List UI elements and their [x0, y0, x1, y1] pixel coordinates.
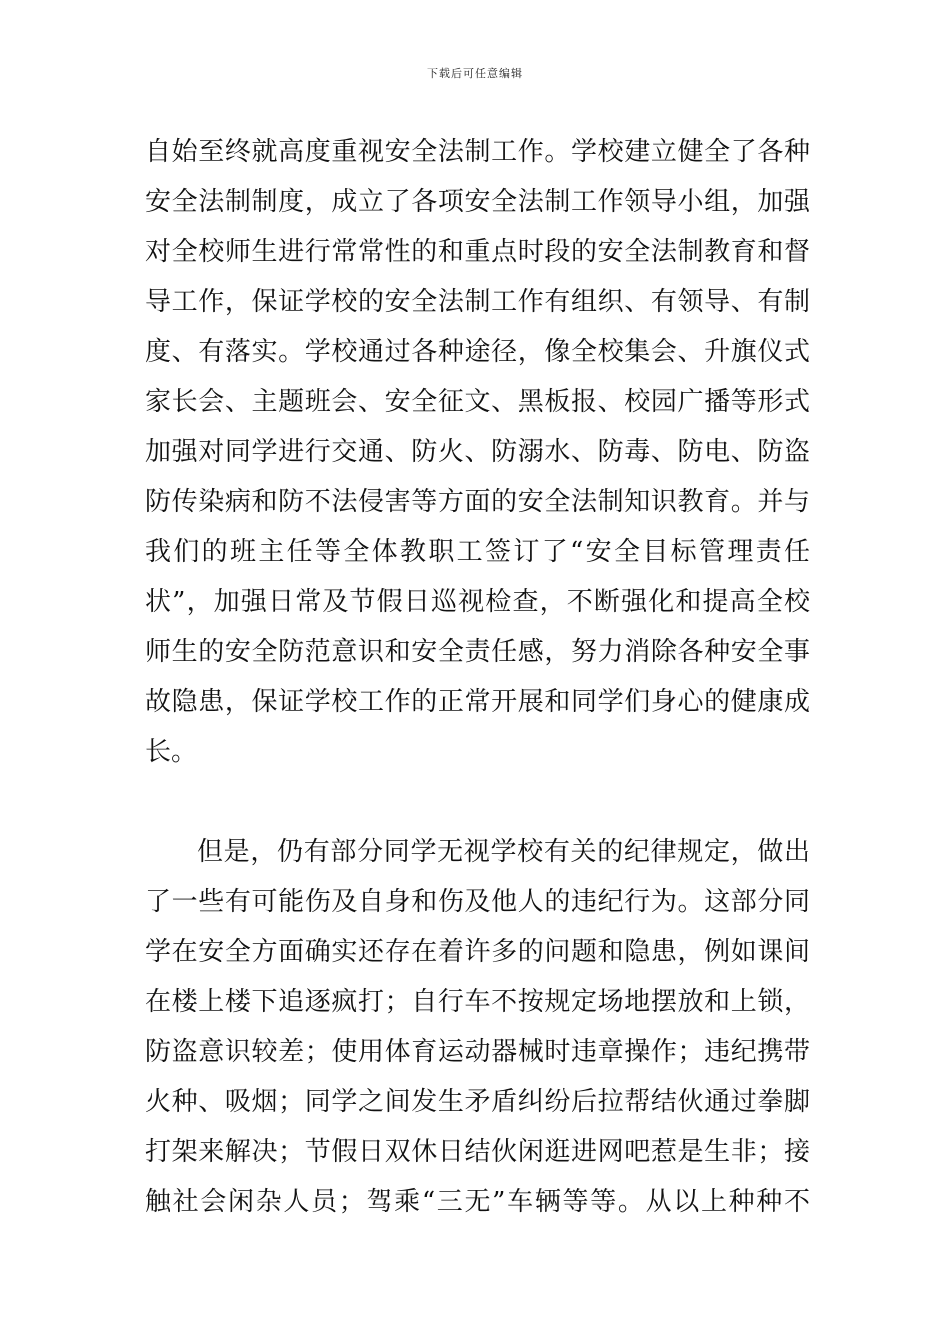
paragraph-line: 家长会、主题班会、安全征文、黑板报、校园广播等形式: [145, 387, 810, 417]
document-body: [145, 127, 810, 1227]
paragraph-line: 防盗意识较差；使用体育运动器械时违章操作；违纪携带: [145, 1037, 810, 1067]
paragraph-line: 但是，仍有部分同学无视学校有关的纪律规定，做出: [197, 837, 810, 867]
paragraph-line: 故隐患，保证学校工作的正常开展和同学们身心的健康成: [145, 687, 810, 717]
paragraph-line: 自始至终就高度重视安全法制工作。学校建立健全了各种: [145, 137, 810, 167]
paragraph-spacer: [145, 777, 810, 827]
paragraph-line: 导工作，保证学校的安全法制工作有组织、有领导、有制: [145, 287, 810, 317]
paragraph-line: 度、有落实。学校通过各种途径，像全校集会、升旗仪式: [145, 337, 810, 367]
page-header: 下载后可任意编辑: [427, 67, 523, 80]
paragraph-line: 状”，加强日常及节假日巡视检查，不断强化和提高全校: [145, 587, 810, 617]
paragraph-line: 在楼上楼下追逐疯打；自行车不按规定场地摆放和上锁，: [145, 987, 810, 1017]
paragraph-line: 触社会闲杂人员；驾乘“三无”车辆等等。从以上种种不: [145, 1187, 810, 1217]
paragraph-line: 我们的班主任等全体教职工签订了“安全目标管理责任: [145, 537, 810, 567]
paragraph-line: 对全校师生进行常常性的和重点时段的安全法制教育和督: [145, 237, 810, 267]
paragraph-2: [145, 827, 810, 1227]
paragraph-1: [145, 127, 810, 777]
paragraph-line: 安全法制制度，成立了各项安全法制工作领导小组，加强: [145, 187, 810, 217]
paragraph-line: 长。: [145, 737, 198, 767]
paragraph-line: 加强对同学进行交通、防火、防溺水、防毒、防电、防盗: [145, 437, 810, 467]
paragraph-line: 了一些有可能伤及自身和伤及他人的违纪行为。这部分同: [145, 887, 810, 917]
paragraph-line: 学在安全方面确实还存在着许多的问题和隐患，例如课间: [145, 937, 810, 967]
paragraph-line: 师生的安全防范意识和安全责任感，努力消除各种安全事: [145, 637, 810, 667]
paragraph-line: 打架来解决；节假日双休日结伙闲逛进网吧惹是生非；接: [145, 1137, 810, 1167]
paragraph-line: 火种、吸烟；同学之间发生矛盾纠纷后拉帮结伙通过拳脚: [145, 1087, 810, 1117]
paragraph-line: 防传染病和防不法侵害等方面的安全法制知识教育。并与: [145, 487, 810, 517]
